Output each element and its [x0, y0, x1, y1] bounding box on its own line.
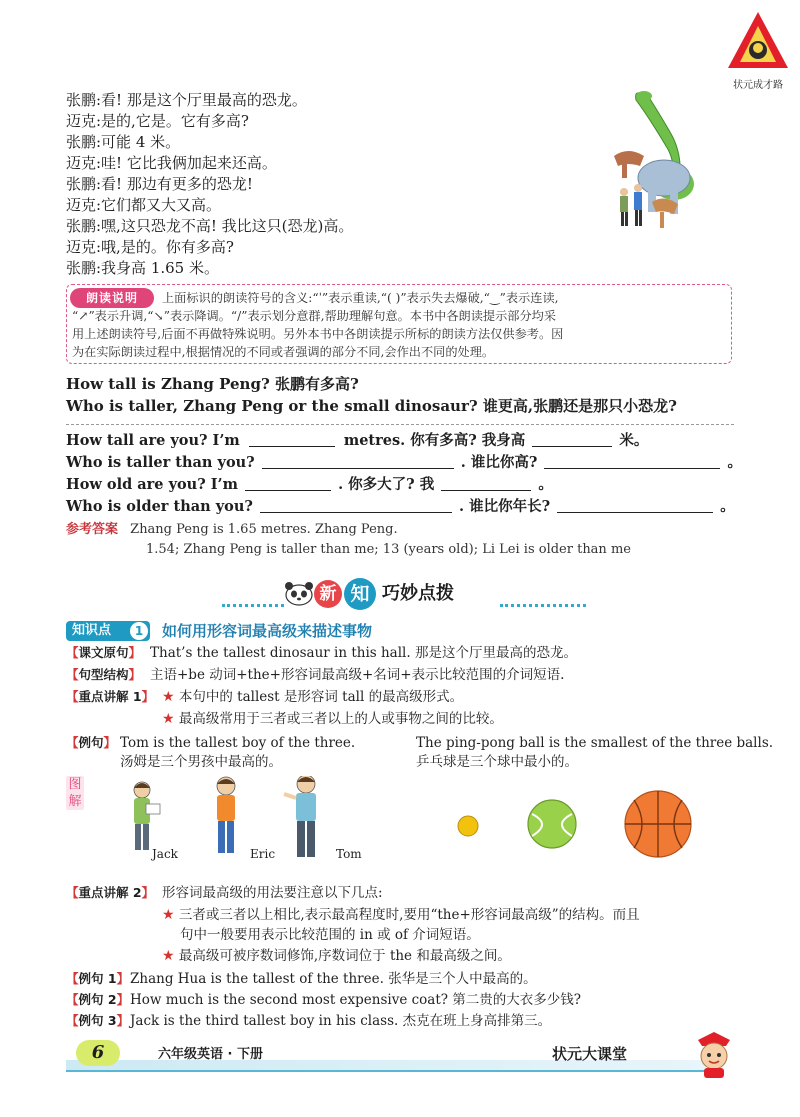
divider — [66, 424, 734, 425]
example-3-label: 【例句 3】 — [66, 1013, 130, 1028]
key-point-1-item: ★ 最高级常用于三者或三者以上的人或事物之间的比较。 — [162, 711, 503, 727]
practice-text: Who is taller than you? — [66, 454, 255, 471]
knowledge-point-label: 知识点 — [72, 623, 112, 638]
banner-dots-right — [500, 604, 586, 607]
reading-tip-badge: 朗读说明 — [70, 288, 154, 308]
illustration-label: 图解 — [66, 776, 84, 810]
practice-row — [66, 452, 742, 474]
practice-row — [66, 430, 648, 452]
footer-book-title: 六年级英语 · 下册 — [158, 1047, 263, 1062]
brand-logo-icon — [726, 10, 790, 72]
balls-illustration — [450, 790, 700, 860]
example-left-cn: 汤姆是三个男孩中最高的。 — [120, 754, 282, 770]
boy-name-jack: Jack — [152, 847, 178, 861]
practice-text: How tall are you? I’m — [66, 432, 240, 449]
example-2-label: 【例句 2】 — [66, 992, 130, 1007]
key-point-1-label: 【重点讲解 1】 — [66, 689, 155, 704]
dinosaur-illustration — [604, 86, 714, 246]
example-right-cn: 乒乓球是三个球中最小的。 — [416, 754, 578, 770]
star-icon: ★ — [162, 711, 175, 727]
answer-blank[interactable] — [249, 431, 335, 447]
brand-name: 状元成才路 — [733, 80, 783, 91]
example-1-text: Zhang Hua is the tallest of the three. 张华是三个人中最高的。 — [130, 971, 537, 987]
panda-icon — [284, 580, 314, 606]
key-point-1-item: ★ 本句中的 tallest 是形容词 tall 的最高级形式。 — [162, 689, 464, 705]
knowledge-point-title: 如何用形容词最高级来描述事物 — [162, 622, 373, 640]
knowledge-point-number: 1 — [130, 622, 148, 640]
dialogue-line: 迈克:哦,是的。你有多高? — [66, 238, 234, 256]
practice-row — [66, 474, 553, 496]
answers-row — [66, 520, 398, 540]
reading-tip-line: “↗”表示升调,“↘”表示降调。“/”表示划分意群,帮助理解句意。本书中各朗读提示部分均采 — [72, 309, 557, 323]
example-label: 【例句】 — [66, 735, 117, 750]
reading-tip-line: 上面标识的朗读符号的含义:“ˈ”表示重读,“( )”表示失去爆破,“‿”表示连读, — [162, 291, 559, 305]
practice-text: 。 — [720, 498, 735, 515]
answer-blank[interactable] — [532, 431, 612, 447]
answer-blank[interactable] — [441, 475, 531, 491]
answer-blank[interactable] — [260, 497, 452, 513]
key-point-2-label: 【重点讲解 2】 — [66, 885, 155, 900]
boy-name-eric: Eric — [250, 847, 276, 861]
page-number: 6 — [76, 1040, 120, 1066]
question-line: Who is taller, Zhang Peng or the small dinosaur? 谁更高,张鹏还是那只小恐龙? — [66, 397, 677, 415]
key-point-2-intro: 形容词最高级的用法要注意以下几点: — [162, 885, 383, 901]
key-point-2-item: ★ 三者或三者以上相比,表示最高程度时,要用“the+形容词最高级”的结构。而且 — [162, 907, 640, 923]
star-icon: ★ — [162, 948, 175, 964]
practice-text: metres. 你有多高? 我身高 — [343, 432, 526, 449]
example-right-en: The ping-pong ball is the smallest of the three balls. — [416, 735, 774, 751]
star-icon: ★ — [162, 907, 175, 923]
key-point-2-item: ★ 最高级可被序数词修饰,序数词位于 the 和最高级之间。 — [162, 948, 511, 964]
dialogue-line: 张鹏:嘿,这只恐龙不高! 我比这只(恐龙)高。 — [66, 217, 354, 235]
brand-logo — [726, 10, 790, 91]
practice-text: 。 — [727, 454, 742, 471]
structure-label: 【句型结构】 — [66, 667, 142, 682]
answer-blank[interactable] — [262, 453, 454, 469]
example-1-label: 【例句 1】 — [66, 971, 130, 986]
practice-text: . 谁比你年长? — [458, 498, 551, 515]
dialogue-line: 迈克:是的,它是。它有多高? — [66, 112, 249, 130]
practice-text: . 你多大了? 我 — [338, 476, 435, 493]
question-line: How tall is Zhang Peng? 张鹏有多高? — [66, 375, 359, 393]
footer-series: 状元大课堂 — [552, 1045, 628, 1063]
mascot-icon — [688, 1030, 740, 1078]
example-2-text: How much is the second most expensive coat? 第二贵的大衣多少钱? — [130, 992, 582, 1008]
practice-text: 。 — [538, 476, 553, 493]
dialogue-line: 张鹏:可能 4 米。 — [66, 133, 181, 151]
text-value: That’s the tallest dinosaur in this hall. 那是这个厅里最高的恐龙。 — [150, 645, 577, 661]
answers-label: 参考答案 — [66, 522, 119, 537]
practice-text: . 谁比你高? — [460, 454, 538, 471]
practice-text: 米。 — [619, 432, 649, 449]
example-left-en: Tom is the tallest boy of the three. — [120, 735, 356, 751]
practice-text: Who is older than you? — [66, 498, 253, 515]
answer-blank[interactable] — [544, 453, 720, 469]
dialogue-line: 迈克:它们都又大又高。 — [66, 196, 222, 214]
banner-dots-left — [222, 604, 284, 607]
answer-blank[interactable] — [245, 475, 331, 491]
dialogue-line: 张鹏:看! 那是这个厅里最高的恐龙。 — [66, 91, 307, 109]
answers-line: 1.54; Zhang Peng is taller than me; 13 (years old); Li Lei is older than me — [146, 542, 631, 557]
banner-title: 巧妙点拨 — [382, 583, 454, 604]
star-icon: ★ — [162, 689, 175, 705]
key-point-2-item-cont: 句中一般要用表示比较范围的 in 或 of 介词短语。 — [180, 927, 480, 943]
answer-blank[interactable] — [557, 497, 713, 513]
dialogue-line: 迈克:哇! 它比我俩加起来还高。 — [66, 154, 277, 172]
example-3-text: Jack is the third tallest boy in his class. 杰克在班上身高排第三。 — [130, 1013, 552, 1029]
footer-line — [66, 1070, 706, 1072]
knowledge-point-badge — [66, 621, 150, 641]
reading-tip-line: 用上述朗读符号,后面不再做特殊说明。另外本书中各朗读提示所标的朗读方法仅供参考。因 — [72, 327, 564, 341]
section-banner — [284, 578, 500, 610]
text-label: 【课文原句】 — [66, 645, 142, 660]
banner-xin: 新 — [314, 580, 342, 608]
reading-tip-line: 为在实际朗读过程中,根据情况的不同或者强调的部分不同,会作出不同的处理。 — [72, 345, 495, 359]
structure-value: 主语+be 动词+the+形容词最高级+名词+表示比较范围的介词短语. — [150, 667, 565, 683]
banner-zhi: 知 — [344, 578, 376, 610]
practice-text: How old are you? I’m — [66, 476, 238, 493]
dialogue-line: 张鹏:我身高 1.65 米。 — [66, 259, 219, 277]
answers-line: Zhang Peng is 1.65 metres. Zhang Peng. — [130, 522, 398, 537]
dialogue-line: 张鹏:看! 那边有更多的恐龙! — [66, 175, 253, 193]
practice-row — [66, 496, 735, 518]
boy-name-tom: Tom — [336, 847, 362, 861]
